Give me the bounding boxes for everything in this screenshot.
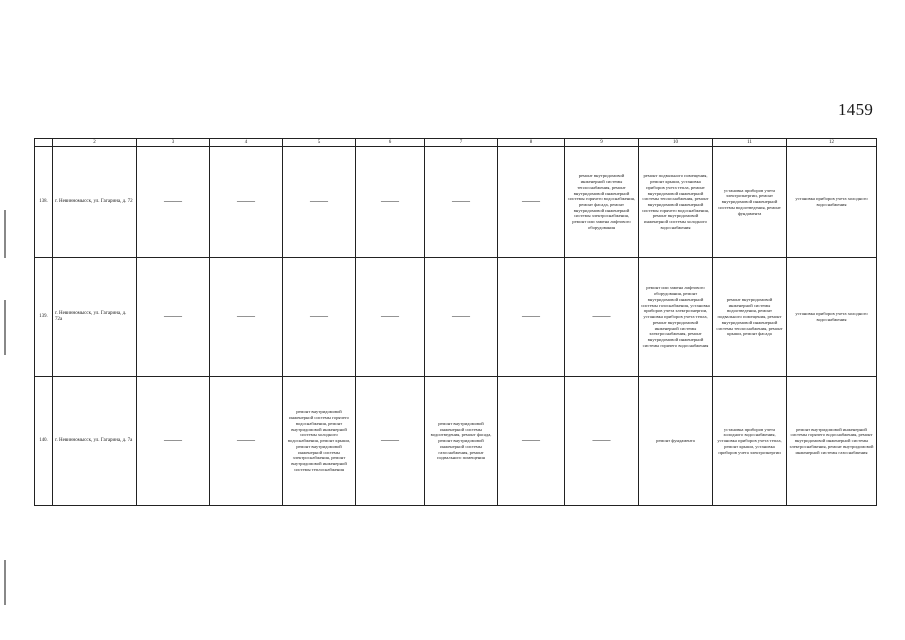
table-cell: —— [137,258,210,377]
row-number: 140. [35,377,53,506]
header-cell: 12 [787,139,877,147]
table-cell: ремонт фундамента [639,377,713,506]
table-cell: ремонт или замена лифтового оборудования, ремонт внутридомовой инженерной системы газоснабжения, установка приборов учета электроэнергии, установка приборов учета тепла, ремонт внутридомовой инженерной системы электроснабжения, ремонт внутридомовой инженерной системы горячего водоснабжения [639,258,713,377]
table-cell: —— [137,147,210,258]
table-cell: —— [283,147,356,258]
header-cell: 10 [639,139,713,147]
scan-edge-mark [4,300,6,355]
table-cell: —— [210,258,283,377]
table-cell: установка приборов учета холодного водоснабжения [787,147,877,258]
table-cell: —— [210,377,283,506]
table-row [35,147,877,258]
table-cell: ремонт внутридомовой инженерной системы теплоснабжения, ремонт внутридомовой инженерной системы горячего водоснабжения, ремонт фасада, ремонт внутридомовой инженерной системы электроснабжения, ремонт или замена лифтового оборудования [565,147,639,258]
header-cell: 3 [137,139,210,147]
header-cell: 9 [565,139,639,147]
table-cell: —— [356,377,425,506]
address-cell: г. Невинномысск, ул. Гагарина, д. 7а [53,377,137,506]
table-row [35,377,877,506]
table-cell: ремонт внутридомовой инженерной системы водоотведения, ремонт подвального помещения, ремонт внутридомовой инженерной системы теплоснабжения, ремонт крыши, ремонт фасада [713,258,787,377]
table-cell: —— [498,147,565,258]
table-cell: —— [425,258,498,377]
address-cell: г. Невинномысск, ул. Гагарина, д. 72 [53,147,137,258]
table-cell: ремонт внутридомовой инженерной системы водоотведения, ремонт фасада, ремонт внутридомовой инженерной системы газоснабжения, ремонт подвального помещения [425,377,498,506]
table-cell: —— [356,147,425,258]
table-cell: —— [498,258,565,377]
header-cell [35,139,53,147]
scan-edge-mark [4,560,6,605]
page-number: 1459 [838,100,874,119]
table-cell: —— [425,147,498,258]
table-cell: —— [356,258,425,377]
table-cell: установка приборов учета холодного водоснабжения [787,258,877,377]
header-cell: 8 [498,139,565,147]
table-cell: ремонт внутридомовой инженерной системы горячего водоснабжения, ремонт внутридомовой инженерной системы электроснабжения, ремонт внутридомовой инженерной системы газоснабжения [787,377,877,506]
header-cell: 7 [425,139,498,147]
table-cell: ремонт подвального помещения, ремонт крыши, установка приборов учета тепла, ремонт внутридомовой инженерной системы теплоснабжения, ремонт внутридомовой инженерной системы горячего водоснабжения, ремонт внутридомовой инженерной системы холодного водоснабжения [639,147,713,258]
header-cell: 11 [713,139,787,147]
scan-edge-mark [4,210,6,258]
table-cell: ремонт внутридомовой инженерной системы горячего водоснабжения, ремонт внутридомовой инженерной системы холодного водоснабжения, ремонт крыши, ремонт внутридомовой инженерной системы электроснабжения, ремонт внутридомовой инженерной системы теплоснабжения [283,377,356,506]
table-cell: установка приборов учета холодного водоснабжения, установка приборов учета тепла, ремонт крыши, установка приборов учета электроэнергии [713,377,787,506]
header-cell: 6 [356,139,425,147]
header-row [35,139,877,147]
table-row [35,258,877,377]
table-cell: —— [565,258,639,377]
table-cell: —— [283,258,356,377]
table-cell: —— [565,377,639,506]
row-number: 139. [35,258,53,377]
table-cell: —— [137,377,210,506]
repair-schedule-table [34,138,877,506]
table-cell: установка приборов учета электроэнергии, ремонт внутридомовой инженерной системы водоотведения, ремонт фундамента [713,147,787,258]
header-cell: 2 [53,139,137,147]
table-cell: —— [498,377,565,506]
row-number: 138. [35,147,53,258]
table-cell: —— [210,147,283,258]
header-cell: 5 [283,139,356,147]
address-cell: г. Невинномысск, ул. Гагарина, д. 72а [53,258,137,377]
header-cell: 4 [210,139,283,147]
